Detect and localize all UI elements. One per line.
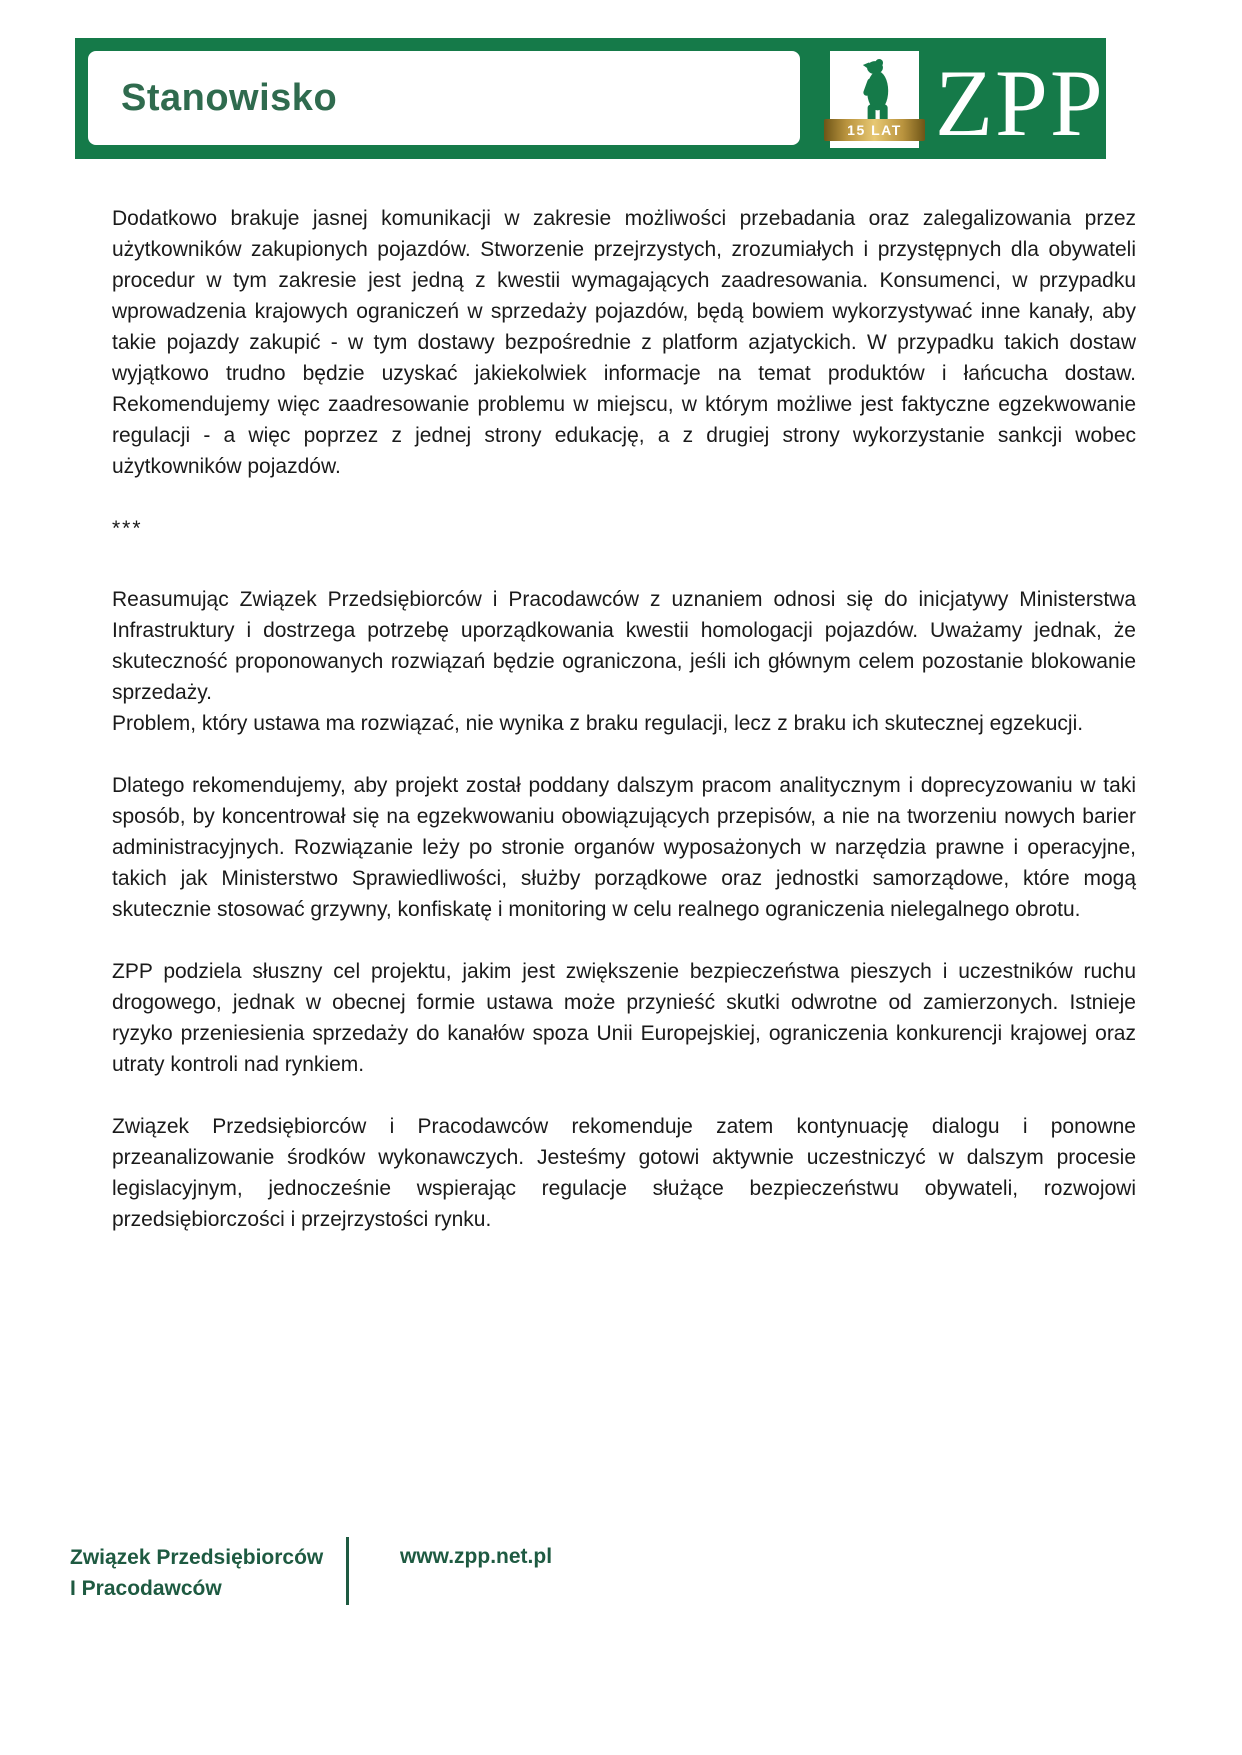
body-paragraph: Reasumując Związek Przedsiębiorców i Pracodawców z uznaniem odnosi się do inicjatywy Ministerstwa Infrastruktury i dostrzega potrzebę uporządkowania kwestii homologacji pojazdów. Uważamy jednak, że skuteczność proponowanych rozwiązań będzie ograniczona, jeśli ich głównym celem pozostanie blokowanie sprzedaży. xyxy=(112,588,1136,704)
document-type-box xyxy=(88,51,800,145)
body-paragraph: Związek Przedsiębiorców i Pracodawców rekomenduje zatem kontynuację dialogu i ponowne przeanalizowanie środków wykonawczych. Jesteśmy gotowi aktywnie uczestniczyć w dalszym procesie legislacyjnym, jednocześnie wspierając regulacje służące bezpieczeństwu obywateli, rozwojowi przedsiębiorczości i przejrzystości rynku. xyxy=(112,1115,1136,1231)
website-url: www.zpp.net.pl xyxy=(400,1545,553,1568)
anniversary-badge xyxy=(824,119,925,141)
organization-name-line1: Związek Przedsiębiorców xyxy=(70,1546,324,1569)
footer-divider xyxy=(346,1537,349,1605)
document-body xyxy=(112,203,1136,1266)
page-footer xyxy=(0,1537,1242,1617)
body-paragraph: Problem, który ustawa ma rozwiązać, nie wynika z braku regulacji, lecz z braku ich skutecznej egzekucji. xyxy=(112,712,1084,735)
organization-name xyxy=(70,1542,323,1604)
body-paragraph: ZPP podziela słuszny cel projektu, jakim jest zwiększenie bezpieczeństwa pieszych i uczestników ruchu drogowego, jednak w obecnej formie ustawa może przynieść skutki odwrotne od zamierzonych. Istnieje ryzyko przeniesienia sprzedaży do kanałów spoza Unii Europejskiej, ograniczenia konkurencji krajowej oraz utraty kontroli nad rynkiem. xyxy=(112,960,1136,1076)
body-paragraph: Dlatego rekomendujemy, aby projekt został poddany dalszym pracom analitycznym i doprecyzowaniu w taki sposób, by koncentrował się na egzekwowaniu obowiązujących przepisów, a nie na tworzeniu nowych barier administracyjnych. Rozwiązanie leży po stronie organów wyposażonych w narzędzia prawne i operacyjne, takich jak Ministerstwo Sprawiedliwości, służby porządkowe oraz jednostki samorządowe, które mogą skutecznie stosować grzywny, konfiskatę i monitoring w celu realnego ograniczenia nielegalnego obrotu. xyxy=(112,774,1136,921)
body-paragraph: Dodatkowo brakuje jasnej komunikacji w zakresie możliwości przebadania oraz zalegalizowania przez użytkowników zakupionych pojazdów. Stworzenie przejrzystych, zrozumiałych i przystępnych dla obywateli procedur w tym zakresie jest jedną z kwestii wymagających zaadresowania. Konsumenci, w przypadku wprowadzenia krajowych ograniczeń w sprzedaży pojazdów, będą bowiem wykorzystywać inne kanały, aby takie pojazdy zakupić - w tym dostawy bezpośrednie z platform azjatyckich. W przypadku takich dostaw wyjątkowo trudno będzie uzyskać jakiekolwiek informacje na temat produktów i łańcucha dostaw. Rekomendujemy więc zaadresowanie problemu w miejscu, w którym możliwe jest faktyczne egzekwowanie regulacji - a więc poprzez z jednej strony edukację, a z drugiej strony wykorzystanie sankcji wobec użytkowników pojazdów. xyxy=(112,207,1136,478)
zpp-acronym: ZPP xyxy=(935,49,1105,156)
section-separator: *** xyxy=(112,517,143,540)
organization-name-line2: I Pracodawców xyxy=(70,1577,222,1600)
anniversary-badge-label: 15 LAT xyxy=(847,122,902,138)
header-banner xyxy=(75,38,1106,159)
document-type-title: Stanowisko xyxy=(121,76,338,119)
